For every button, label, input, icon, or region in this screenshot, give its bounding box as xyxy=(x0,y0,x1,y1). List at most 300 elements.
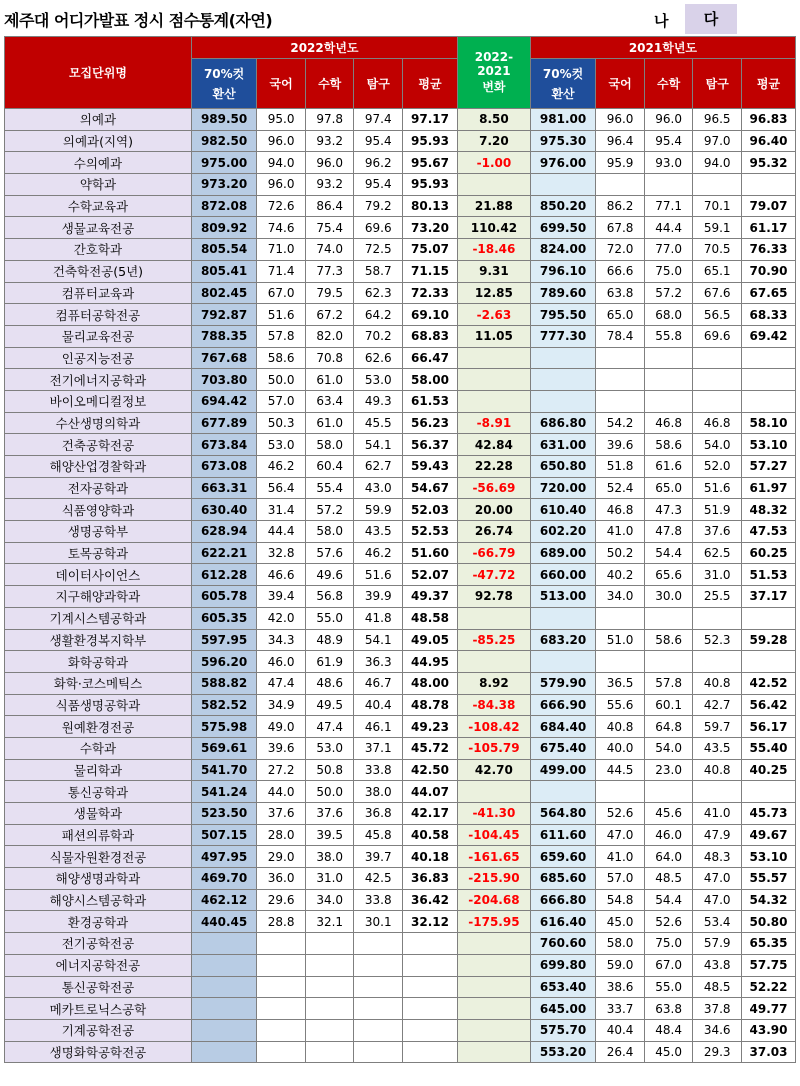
table-row xyxy=(5,607,796,629)
cell-2021-math: 44.4 xyxy=(644,217,693,239)
cell-2021-korean: 78.4 xyxy=(596,325,645,347)
cell-2022-korean: 94.0 xyxy=(257,152,306,174)
cell-2022-average xyxy=(403,933,458,955)
cell-2022-average: 51.60 xyxy=(403,542,458,564)
cell-2022-korean: 71.4 xyxy=(257,260,306,282)
cell-2022-pct xyxy=(191,954,256,976)
cell-2022-math: 82.0 xyxy=(305,325,354,347)
cell-change: 20.00 xyxy=(457,499,530,521)
cell-2022-korean: 74.6 xyxy=(257,217,306,239)
cell-2022-pct: 541.70 xyxy=(191,759,256,781)
cell-2022-inquiry: 64.2 xyxy=(354,304,403,326)
cell-2021-korean: 38.6 xyxy=(596,976,645,998)
cell-2021-pct xyxy=(530,607,595,629)
cell-2021-inquiry: 52.0 xyxy=(693,456,742,478)
cell-2021-inquiry: 65.1 xyxy=(693,260,742,282)
cell-2022-math: 96.0 xyxy=(305,152,354,174)
cell-2022-korean: 42.0 xyxy=(257,607,306,629)
cell-2022-pct: 596.20 xyxy=(191,651,256,673)
cell-2022-average: 95.67 xyxy=(403,152,458,174)
cell-2022-math: 56.8 xyxy=(305,586,354,608)
cell-2022-inquiry: 62.6 xyxy=(354,347,403,369)
cell-2021-average: 57.27 xyxy=(741,456,795,478)
cell-2021-average: 57.75 xyxy=(741,954,795,976)
cell-2022-pct: 507.15 xyxy=(191,824,256,846)
dept-name: 바이오메디컬정보 xyxy=(5,390,192,412)
table-row xyxy=(5,803,796,825)
cell-2022-korean xyxy=(257,933,306,955)
cell-2022-math: 37.6 xyxy=(305,803,354,825)
cell-2021-average: 37.03 xyxy=(741,1041,795,1063)
table-row xyxy=(5,564,796,586)
cell-2022-korean: 51.6 xyxy=(257,304,306,326)
table-row xyxy=(5,1019,796,1041)
cell-2022-pct: 673.08 xyxy=(191,456,256,478)
cell-change xyxy=(457,651,530,673)
cell-change: -84.38 xyxy=(457,694,530,716)
cell-2021-korean: 51.0 xyxy=(596,629,645,651)
cell-2022-average: 40.18 xyxy=(403,846,458,868)
dept-name: 해양시스템공학과 xyxy=(5,889,192,911)
cell-change: 12.85 xyxy=(457,282,530,304)
dept-name: 간호학과 xyxy=(5,239,192,261)
cell-2021-pct: 683.20 xyxy=(530,629,595,651)
cell-2022-inquiry: 43.0 xyxy=(354,477,403,499)
cell-2022-korean: 28.8 xyxy=(257,911,306,933)
cell-2021-math xyxy=(644,369,693,391)
cell-2021-average xyxy=(741,390,795,412)
cell-change: 26.74 xyxy=(457,521,530,543)
cell-2022-inquiry: 53.0 xyxy=(354,369,403,391)
cell-2021-korean: 59.0 xyxy=(596,954,645,976)
cell-2021-average: 48.32 xyxy=(741,499,795,521)
cell-2021-inquiry: 56.5 xyxy=(693,304,742,326)
cell-2022-korean: 49.0 xyxy=(257,716,306,738)
cell-2021-average xyxy=(741,607,795,629)
cell-2021-average: 50.80 xyxy=(741,911,795,933)
cell-2021-korean xyxy=(596,174,645,196)
cell-2021-math: 58.6 xyxy=(644,629,693,651)
header-change-line3: 변화 xyxy=(482,80,506,94)
cell-2021-inquiry: 43.8 xyxy=(693,954,742,976)
cell-change: -161.65 xyxy=(457,846,530,868)
dept-name: 토목공학과 xyxy=(5,542,192,564)
cell-2022-inquiry xyxy=(354,933,403,955)
cell-2021-korean: 46.8 xyxy=(596,499,645,521)
table-row xyxy=(5,868,796,890)
cell-change xyxy=(457,369,530,391)
cell-2022-pct: 673.84 xyxy=(191,434,256,456)
cell-2021-average xyxy=(741,174,795,196)
cell-2021-math: 55.8 xyxy=(644,325,693,347)
cell-2022-average: 58.00 xyxy=(403,369,458,391)
cell-2021-inquiry: 37.8 xyxy=(693,998,742,1020)
cell-2021-inquiry: 47.0 xyxy=(693,889,742,911)
table-row xyxy=(5,824,796,846)
table-row xyxy=(5,304,796,326)
cell-2022-pct: 469.70 xyxy=(191,868,256,890)
cell-2022-pct: 597.95 xyxy=(191,629,256,651)
cell-2021-pct: 602.20 xyxy=(530,521,595,543)
cell-2021-pct xyxy=(530,651,595,673)
cell-change: 22.28 xyxy=(457,456,530,478)
cell-2021-pct: 564.80 xyxy=(530,803,595,825)
table-header xyxy=(5,37,796,109)
cell-2021-math: 30.0 xyxy=(644,586,693,608)
cell-2021-pct: 579.90 xyxy=(530,672,595,694)
cell-2022-pct: 582.52 xyxy=(191,694,256,716)
cell-2021-korean xyxy=(596,369,645,391)
cell-2021-inquiry xyxy=(693,347,742,369)
cell-2022-math: 50.0 xyxy=(305,781,354,803)
cell-2021-korean: 54.8 xyxy=(596,889,645,911)
cell-2021-korean: 40.0 xyxy=(596,737,645,759)
cell-2022-average: 97.17 xyxy=(403,109,458,131)
cell-2022-pct xyxy=(191,933,256,955)
cell-2022-inquiry: 41.8 xyxy=(354,607,403,629)
cell-2021-inquiry: 52.3 xyxy=(693,629,742,651)
cell-2021-pct: 659.60 xyxy=(530,846,595,868)
cell-2021-inquiry: 48.3 xyxy=(693,846,742,868)
cell-2021-pct: 610.40 xyxy=(530,499,595,521)
cell-2022-inquiry: 39.7 xyxy=(354,846,403,868)
dept-name: 생물교육전공 xyxy=(5,217,192,239)
table-row xyxy=(5,412,796,434)
table-row xyxy=(5,781,796,803)
dept-name: 물리학과 xyxy=(5,759,192,781)
cell-2021-average: 42.52 xyxy=(741,672,795,694)
cell-2022-math: 53.0 xyxy=(305,737,354,759)
header-2021-pct: 70%컷 환산 xyxy=(530,59,595,109)
table-row xyxy=(5,109,796,131)
cell-2022-korean: 36.0 xyxy=(257,868,306,890)
cell-2021-korean: 41.0 xyxy=(596,521,645,543)
table-row xyxy=(5,716,796,738)
cell-2021-inquiry: 70.5 xyxy=(693,239,742,261)
cell-2022-average: 32.12 xyxy=(403,911,458,933)
cell-2021-math: 96.0 xyxy=(644,109,693,131)
cell-2021-korean: 52.4 xyxy=(596,477,645,499)
cell-change: -215.90 xyxy=(457,868,530,890)
cell-2021-average: 49.67 xyxy=(741,824,795,846)
cell-2022-math: 86.4 xyxy=(305,195,354,217)
cell-2022-pct xyxy=(191,1041,256,1063)
header-2021-math: 수학 xyxy=(644,59,693,109)
cell-2022-math: 58.0 xyxy=(305,521,354,543)
cell-2021-korean: 52.6 xyxy=(596,803,645,825)
table-row xyxy=(5,347,796,369)
cell-2022-average: 42.50 xyxy=(403,759,458,781)
cell-2022-pct: 767.68 xyxy=(191,347,256,369)
cell-2022-pct: 575.98 xyxy=(191,716,256,738)
cell-2021-korean: 95.9 xyxy=(596,152,645,174)
cell-2021-pct: 720.00 xyxy=(530,477,595,499)
cell-2021-korean: 26.4 xyxy=(596,1041,645,1063)
cell-2021-korean: 86.2 xyxy=(596,195,645,217)
score-table xyxy=(4,36,796,1063)
cell-2021-pct: 777.30 xyxy=(530,325,595,347)
cell-2022-average: 95.93 xyxy=(403,130,458,152)
cell-2021-math: 60.1 xyxy=(644,694,693,716)
cell-2022-korean: 37.6 xyxy=(257,803,306,825)
cell-2022-inquiry: 30.1 xyxy=(354,911,403,933)
dept-name: 수의예과 xyxy=(5,152,192,174)
cell-2021-korean: 40.8 xyxy=(596,716,645,738)
cell-change xyxy=(457,607,530,629)
cell-2022-korean: 31.4 xyxy=(257,499,306,521)
cell-2021-math: 67.0 xyxy=(644,954,693,976)
cell-2022-math: 60.4 xyxy=(305,456,354,478)
cell-2022-math: 77.3 xyxy=(305,260,354,282)
dept-name: 화학·코스메틱스 xyxy=(5,672,192,694)
cell-2022-math: 57.6 xyxy=(305,542,354,564)
cell-2021-math: 47.3 xyxy=(644,499,693,521)
cell-2021-inquiry xyxy=(693,607,742,629)
dept-name: 수산생명의학과 xyxy=(5,412,192,434)
cell-2022-korean: 57.8 xyxy=(257,325,306,347)
cell-2021-korean: 40.2 xyxy=(596,564,645,586)
cell-2022-average: 36.42 xyxy=(403,889,458,911)
cell-2022-math: 67.2 xyxy=(305,304,354,326)
cell-2022-math xyxy=(305,1041,354,1063)
table-row xyxy=(5,998,796,1020)
cell-2021-korean: 57.0 xyxy=(596,868,645,890)
table-row xyxy=(5,737,796,759)
dept-name: 식물자원환경전공 xyxy=(5,846,192,868)
cell-2021-pct: 650.80 xyxy=(530,456,595,478)
cell-2021-pct: 699.50 xyxy=(530,217,595,239)
header-dept: 모집단위명 xyxy=(5,37,192,109)
cell-2022-pct: 588.82 xyxy=(191,672,256,694)
cell-2021-pct: 616.40 xyxy=(530,911,595,933)
cell-2021-korean: 50.2 xyxy=(596,542,645,564)
cell-2021-korean: 45.0 xyxy=(596,911,645,933)
cell-2022-korean xyxy=(257,976,306,998)
table-row xyxy=(5,325,796,347)
cell-2021-inquiry: 29.3 xyxy=(693,1041,742,1063)
cell-2021-inquiry: 47.9 xyxy=(693,824,742,846)
dept-name: 패션의류학과 xyxy=(5,824,192,846)
title-bar xyxy=(0,0,800,36)
cell-2022-korean: 32.8 xyxy=(257,542,306,564)
cell-2021-pct xyxy=(530,390,595,412)
cell-2021-inquiry: 48.5 xyxy=(693,976,742,998)
cell-2022-inquiry xyxy=(354,1041,403,1063)
cell-2021-math: 75.0 xyxy=(644,933,693,955)
cell-2021-math: 57.8 xyxy=(644,672,693,694)
cell-2022-average: 40.58 xyxy=(403,824,458,846)
cell-2022-math: 49.5 xyxy=(305,694,354,716)
cell-2021-average: 47.53 xyxy=(741,521,795,543)
cell-2022-math: 93.2 xyxy=(305,174,354,196)
cell-2021-korean: 96.0 xyxy=(596,109,645,131)
cell-2022-average: 48.00 xyxy=(403,672,458,694)
cell-2021-math: 46.8 xyxy=(644,412,693,434)
cell-2021-math xyxy=(644,651,693,673)
table-row xyxy=(5,651,796,673)
cell-2021-math: 64.8 xyxy=(644,716,693,738)
cell-2022-pct: 872.08 xyxy=(191,195,256,217)
cell-2021-korean: 47.0 xyxy=(596,824,645,846)
cell-2021-pct: 611.60 xyxy=(530,824,595,846)
cell-2021-pct xyxy=(530,347,595,369)
cell-2022-pct: 975.00 xyxy=(191,152,256,174)
cell-2022-inquiry: 43.5 xyxy=(354,521,403,543)
dept-name: 지구해양과학과 xyxy=(5,586,192,608)
table-row xyxy=(5,239,796,261)
cell-2021-average: 54.32 xyxy=(741,889,795,911)
dept-name: 전기공학전공 xyxy=(5,933,192,955)
cell-change: -41.30 xyxy=(457,803,530,825)
cell-2021-korean xyxy=(596,607,645,629)
table-row xyxy=(5,911,796,933)
cell-2021-math: 54.0 xyxy=(644,737,693,759)
cell-2022-korean: 34.9 xyxy=(257,694,306,716)
table-row xyxy=(5,976,796,998)
cell-2021-average: 60.25 xyxy=(741,542,795,564)
header-2021-average: 평균 xyxy=(741,59,795,109)
cell-2021-korean: 33.7 xyxy=(596,998,645,1020)
cell-change xyxy=(457,347,530,369)
cell-2022-inquiry: 45.8 xyxy=(354,824,403,846)
cell-2022-average: 75.07 xyxy=(403,239,458,261)
cell-2021-math: 57.2 xyxy=(644,282,693,304)
dept-name: 수학과 xyxy=(5,737,192,759)
cell-2021-pct: 513.00 xyxy=(530,586,595,608)
dept-name: 컴퓨터공학전공 xyxy=(5,304,192,326)
cell-2021-inquiry xyxy=(693,174,742,196)
cell-2022-inquiry: 40.4 xyxy=(354,694,403,716)
cell-2021-korean: 40.4 xyxy=(596,1019,645,1041)
cell-2021-pct: 796.10 xyxy=(530,260,595,282)
cell-change: -1.00 xyxy=(457,152,530,174)
cell-2022-math xyxy=(305,998,354,1020)
table-row xyxy=(5,694,796,716)
table-row xyxy=(5,152,796,174)
cell-2022-average: 52.03 xyxy=(403,499,458,521)
cell-2022-average: 80.13 xyxy=(403,195,458,217)
dept-name: 원예환경전공 xyxy=(5,716,192,738)
cell-2021-inquiry: 97.0 xyxy=(693,130,742,152)
cell-2022-inquiry: 42.5 xyxy=(354,868,403,890)
cell-2022-korean: 50.3 xyxy=(257,412,306,434)
cell-2022-korean: 34.3 xyxy=(257,629,306,651)
cell-2021-math: 54.4 xyxy=(644,889,693,911)
header-change-line1: 2022- xyxy=(474,50,514,64)
dept-name: 해양산업경찰학과 xyxy=(5,456,192,478)
cell-2022-pct: 802.45 xyxy=(191,282,256,304)
cell-2022-pct: 805.41 xyxy=(191,260,256,282)
cell-2022-korean: 46.0 xyxy=(257,651,306,673)
cell-2021-inquiry: 94.0 xyxy=(693,152,742,174)
dept-name: 환경공학과 xyxy=(5,911,192,933)
cell-2021-inquiry: 42.7 xyxy=(693,694,742,716)
cell-2021-average: 61.17 xyxy=(741,217,795,239)
cell-2022-pct: 628.94 xyxy=(191,521,256,543)
header-2022-math: 수학 xyxy=(305,59,354,109)
dept-name: 해양생명과학과 xyxy=(5,868,192,890)
cell-2022-math: 61.0 xyxy=(305,412,354,434)
table-body xyxy=(5,109,796,1063)
cell-2021-math: 63.8 xyxy=(644,998,693,1020)
dept-name: 인공지능전공 xyxy=(5,347,192,369)
cell-change: -175.95 xyxy=(457,911,530,933)
cell-2022-inquiry: 46.7 xyxy=(354,672,403,694)
header-2022-average: 평균 xyxy=(403,59,458,109)
cell-2021-korean: 54.2 xyxy=(596,412,645,434)
dept-name: 건축학전공(5년) xyxy=(5,260,192,282)
cell-change: -8.91 xyxy=(457,412,530,434)
cell-2021-pct xyxy=(530,781,595,803)
cell-2021-korean: 39.6 xyxy=(596,434,645,456)
cell-change: 42.70 xyxy=(457,759,530,781)
cell-2022-inquiry xyxy=(354,954,403,976)
cell-2022-pct: 805.54 xyxy=(191,239,256,261)
dept-name: 통신공학전공 xyxy=(5,976,192,998)
cell-2021-inquiry: 34.6 xyxy=(693,1019,742,1041)
cell-change: -18.46 xyxy=(457,239,530,261)
cell-change: -204.68 xyxy=(457,889,530,911)
cell-2022-math xyxy=(305,933,354,955)
cell-2021-korean: 66.6 xyxy=(596,260,645,282)
cell-2022-average: 66.47 xyxy=(403,347,458,369)
cell-2022-math: 48.9 xyxy=(305,629,354,651)
cell-2022-math: 49.6 xyxy=(305,564,354,586)
cell-2022-pct: 630.40 xyxy=(191,499,256,521)
dept-name: 식품영양학과 xyxy=(5,499,192,521)
cell-2021-average: 58.10 xyxy=(741,412,795,434)
cell-2021-average: 70.90 xyxy=(741,260,795,282)
cell-2021-inquiry: 59.7 xyxy=(693,716,742,738)
page-title: 제주대 어디가발표 정시 점수통계(자연) xyxy=(4,11,273,30)
cell-2021-math: 93.0 xyxy=(644,152,693,174)
cell-2022-average: 49.37 xyxy=(403,586,458,608)
table-row xyxy=(5,759,796,781)
table-row xyxy=(5,369,796,391)
dept-name: 메카트로닉스공학 xyxy=(5,998,192,1020)
cell-2022-pct: 663.31 xyxy=(191,477,256,499)
cell-2022-math: 31.0 xyxy=(305,868,354,890)
cell-2022-inquiry: 37.1 xyxy=(354,737,403,759)
cell-change: -66.79 xyxy=(457,542,530,564)
cell-2022-pct: 973.20 xyxy=(191,174,256,196)
cell-2022-average: 45.72 xyxy=(403,737,458,759)
dept-name: 약학과 xyxy=(5,174,192,196)
cell-2021-math: 54.4 xyxy=(644,542,693,564)
dept-name: 건축공학전공 xyxy=(5,434,192,456)
cell-2022-korean: 29.6 xyxy=(257,889,306,911)
cell-2021-inquiry: 67.6 xyxy=(693,282,742,304)
cell-change xyxy=(457,954,530,976)
dept-name: 데이터사이언스 xyxy=(5,564,192,586)
cell-2021-inquiry: 62.5 xyxy=(693,542,742,564)
dept-name: 에너지공학전공 xyxy=(5,954,192,976)
cell-2022-inquiry: 59.9 xyxy=(354,499,403,521)
cell-2022-math: 55.0 xyxy=(305,607,354,629)
cell-change: -56.69 xyxy=(457,477,530,499)
table-row xyxy=(5,217,796,239)
cell-2021-inquiry: 59.1 xyxy=(693,217,742,239)
cell-2022-korean: 58.6 xyxy=(257,347,306,369)
cell-2021-math: 45.0 xyxy=(644,1041,693,1063)
cell-change: 7.20 xyxy=(457,130,530,152)
cell-2022-inquiry: 97.4 xyxy=(354,109,403,131)
cell-2022-average: 59.43 xyxy=(403,456,458,478)
header-2021-korean: 국어 xyxy=(596,59,645,109)
cell-2021-average: 59.28 xyxy=(741,629,795,651)
cell-2021-inquiry: 47.0 xyxy=(693,868,742,890)
dept-name: 수학교육과 xyxy=(5,195,192,217)
